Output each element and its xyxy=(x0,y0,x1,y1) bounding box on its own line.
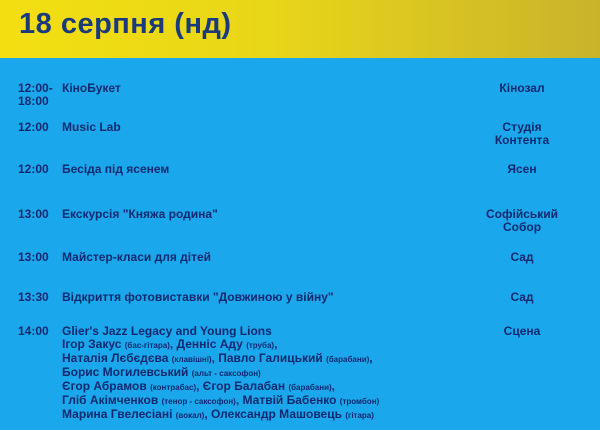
performer-name: Матвій Бабенко xyxy=(242,393,337,407)
event-title: Glier's Jazz Legacy and Young Lions xyxy=(62,324,272,338)
performer-role: (барабани) xyxy=(288,383,332,392)
performer-role: (бас-гітара) xyxy=(124,341,170,350)
event-title: Майстер-класи для дітей xyxy=(62,250,212,264)
performer-name: Денніс Аду xyxy=(176,337,243,351)
performer-role: (альт - саксофон) xyxy=(191,369,261,378)
performer-role: (тромбон) xyxy=(339,397,380,406)
page-title: 18 серпня (нд) xyxy=(19,8,232,40)
performers-line xyxy=(62,366,482,380)
performer-role: (клавішні) xyxy=(171,355,212,364)
event-venue: Сад xyxy=(510,250,534,264)
event-title: Бесіда під ясенем xyxy=(62,162,170,176)
performers-line: Наталія Лєбєдєва (клавішні), Павло Галицький (барабани), xyxy=(62,351,373,365)
event-venue: Софійський Собор xyxy=(485,207,559,234)
event-venue: Кінозал xyxy=(499,81,545,95)
event-venue: Студія Контента xyxy=(494,120,550,147)
performer-name: Єгор Балабан xyxy=(202,379,286,393)
performer-name: Марина Гвелесіані xyxy=(62,407,173,421)
event-title: Music Lab xyxy=(62,120,121,134)
event-venue: Сад xyxy=(510,290,534,304)
event-time: 14:00 xyxy=(18,324,49,338)
performer-name: Єгор Абрамов xyxy=(62,379,147,393)
event-time: 12:00 xyxy=(18,120,49,134)
performers-line: Ігор Закус (бас-гітара), Денніс Аду (труба), xyxy=(62,337,278,351)
event-title: Відкриття фотовиставки "Довжиною у війну" xyxy=(62,290,334,304)
performers-line: Єгор Абрамов (контрабас), Єгор Балабан (барабани), xyxy=(62,379,335,393)
performer-role: (вокал) xyxy=(175,411,205,420)
performer-name: Ігор Закус xyxy=(62,337,122,351)
performers-line: Марина Гвелесіані (вокал), Олександр Машовець (гітара) xyxy=(62,407,374,421)
event-title: КіноБукет xyxy=(62,81,121,95)
event-title: Екскурсія "Княжа родина" xyxy=(62,207,218,221)
performer-name: Борис Могилевський xyxy=(62,365,189,379)
event-time: 12:00 xyxy=(18,162,49,176)
performer-role: (тенор - саксофон) xyxy=(161,397,236,406)
performer-role: (контрабас) xyxy=(150,383,197,392)
performer-name: Павло Галицький xyxy=(218,351,323,365)
performers-line: Гліб Акімченков (тенор - саксофон), Матвій Бабенко (тромбон) xyxy=(62,393,380,407)
performer-role: (труба) xyxy=(246,341,275,350)
performer-name: Олександр Машовець xyxy=(211,407,342,421)
event-time: 13:00 xyxy=(18,250,49,264)
event-time: 13:00 xyxy=(18,207,49,221)
performer-role: (барабани) xyxy=(326,355,370,364)
performer-role: (гітара) xyxy=(345,411,374,420)
event-venue: Ясен xyxy=(507,162,537,176)
event-time: 12:00-18:00 xyxy=(18,81,53,108)
performer-name: Наталія Лєбєдєва xyxy=(62,351,169,365)
performer-name: Гліб Акімченков xyxy=(62,393,159,407)
performers-list xyxy=(62,338,482,422)
event-venue: Сцена xyxy=(503,324,541,338)
event-time: 13:30 xyxy=(18,290,49,304)
